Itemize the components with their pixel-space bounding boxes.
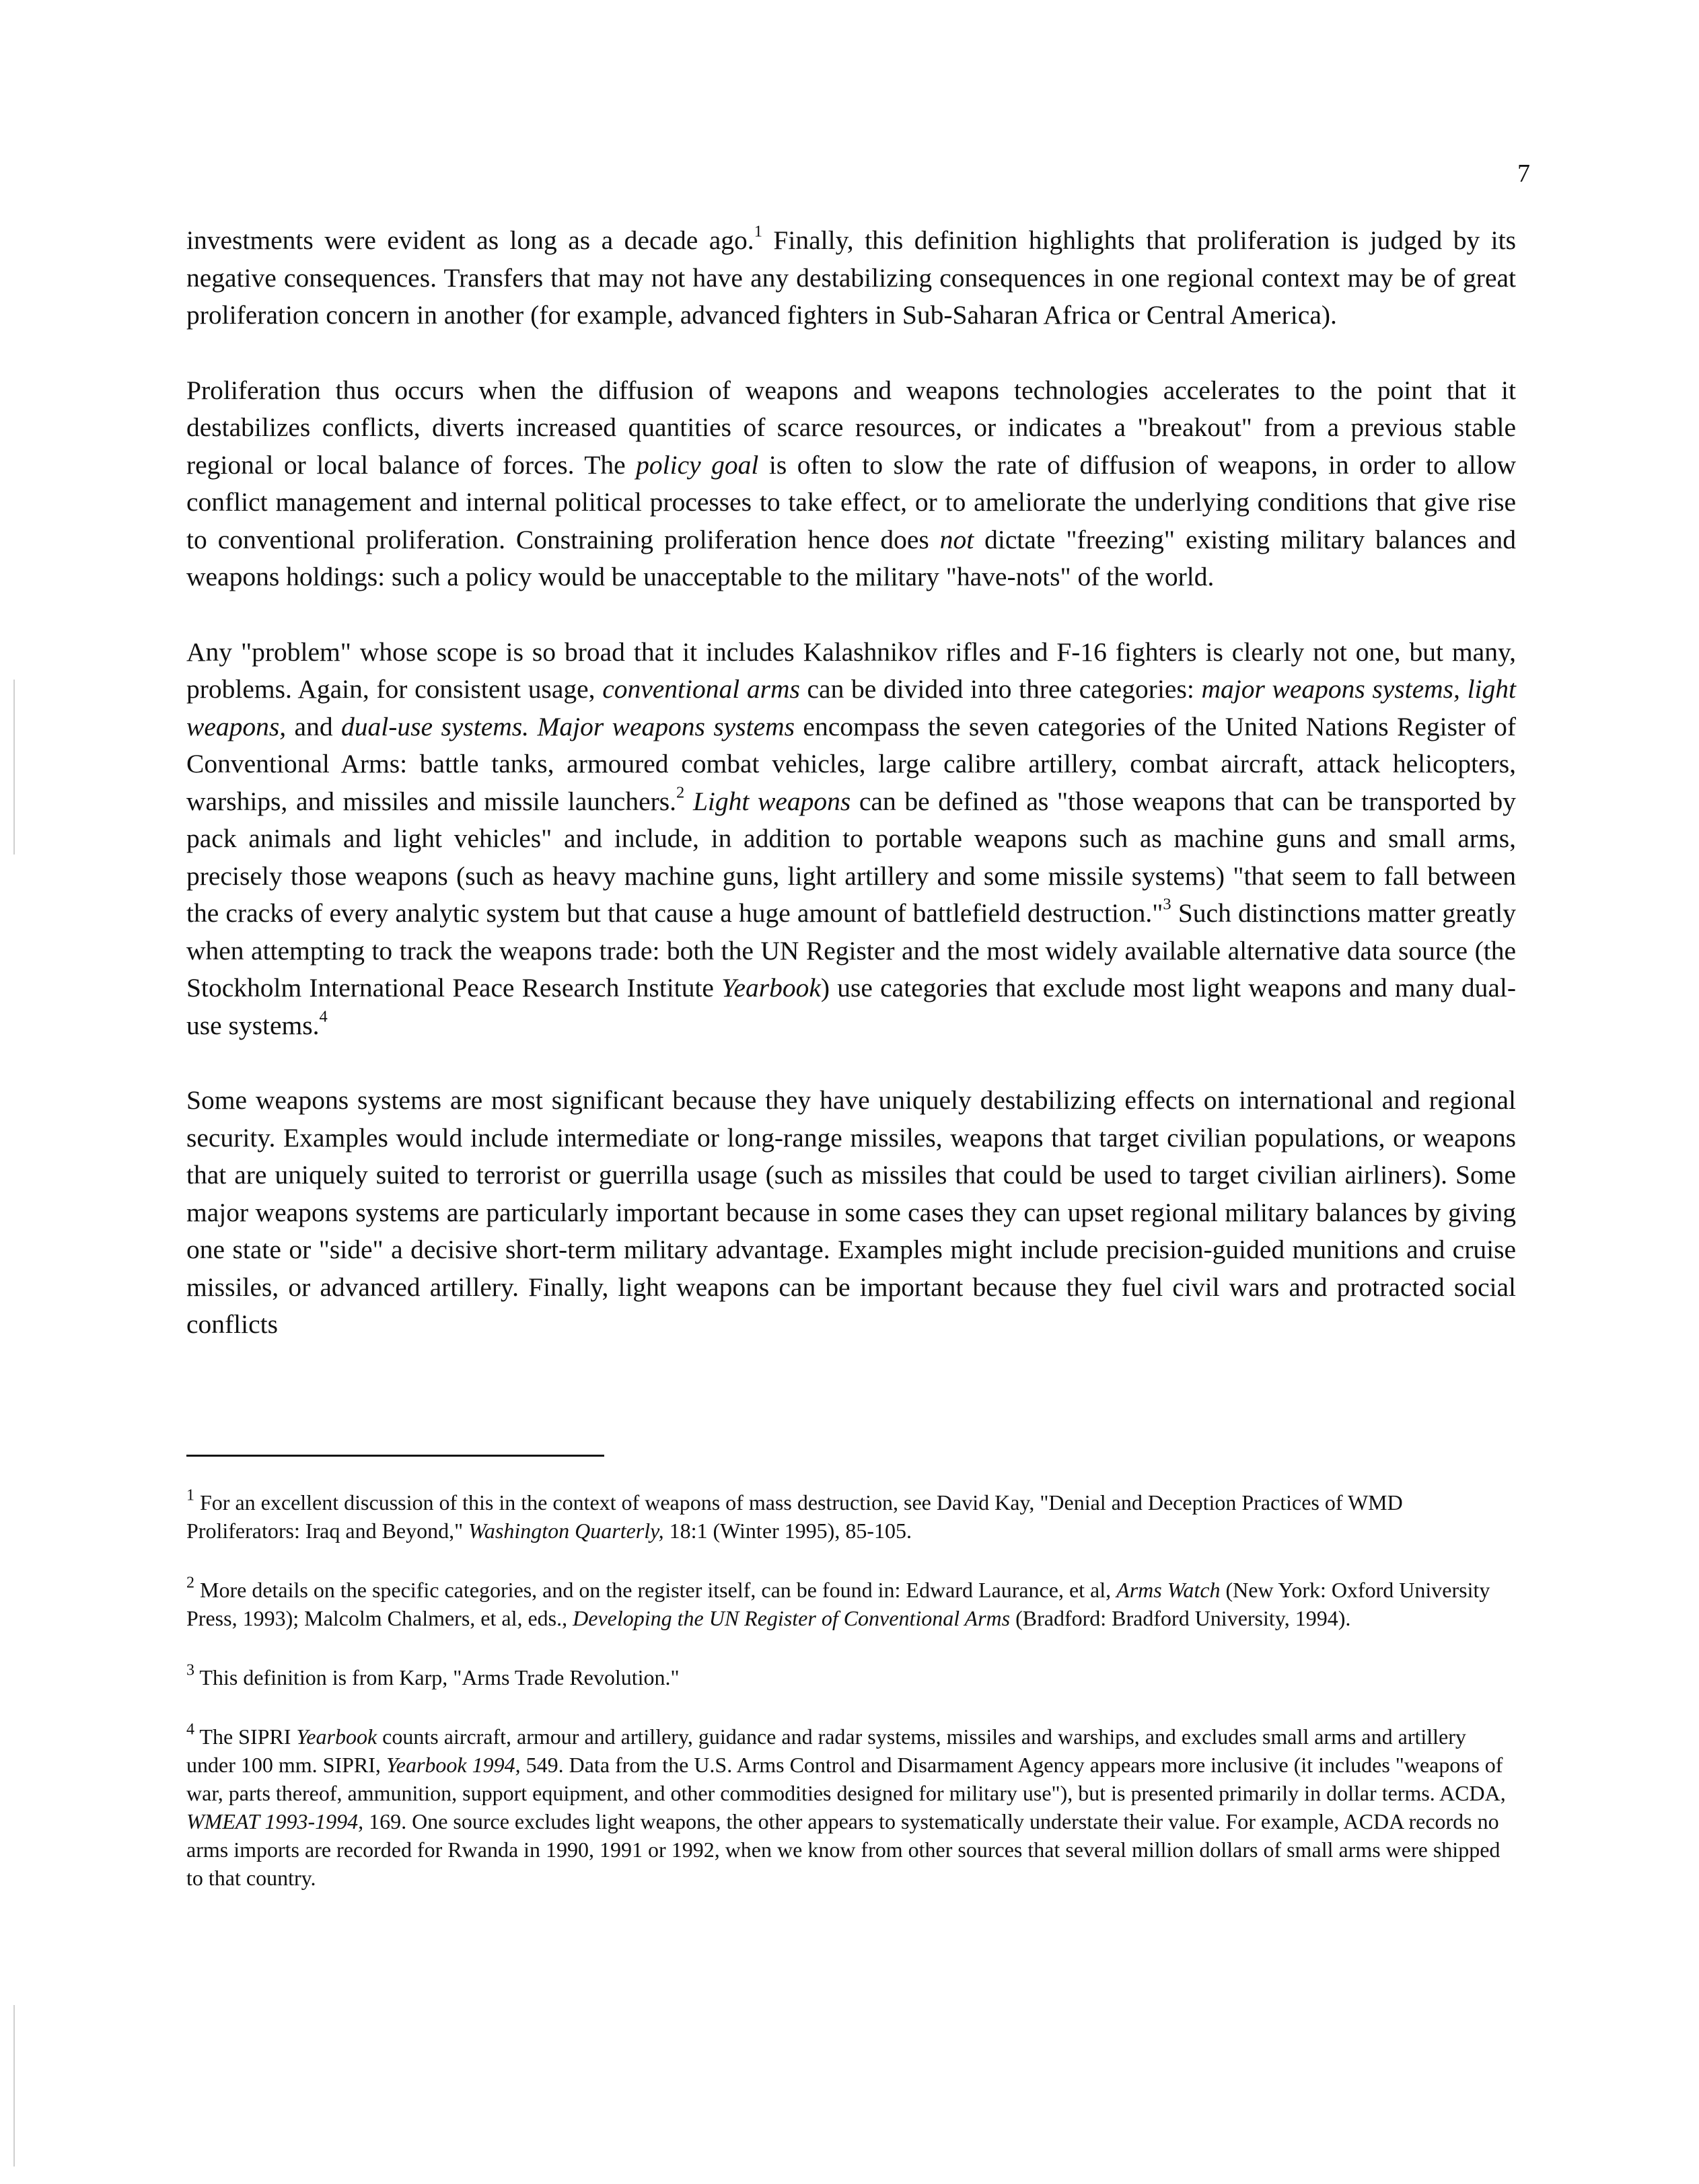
emphasis: major weapons systems, light weapons, bbox=[186, 674, 1516, 741]
text-run: 169. One source excludes light weapons, the other appears to systematically understate their value. For example, ACDA records no arms imports are recorded for Rwanda in 1990, 1991 or 1992, when we know from other sources that several million dollars of small arms were shipped to that country. bbox=[186, 1809, 1501, 1890]
emphasis: Yearbook bbox=[721, 973, 821, 1003]
text-run: Any "problem" whose scope is so broad that it includes Kalashnikov rifles and F-16 fighters is clearly not one, but many, problems. Again, for consistent usage, bbox=[186, 636, 1516, 704]
footnote-ref-3: 3 bbox=[1163, 895, 1171, 914]
footnotes bbox=[186, 1488, 1516, 1923]
text-run: (Bradford: Bradford University, 1994). bbox=[1010, 1606, 1351, 1630]
footnote-ref-4: 4 bbox=[319, 1007, 328, 1026]
footnote-4 bbox=[186, 1722, 1516, 1892]
text-run: 549. Data from the U.S. Arms Control and Disarmament Agency appears more inclusive (it includes "weapons of war, parts thereof, ammunition, support equipment, and other commodities designed for military use"), but is presented primarily in dollar terms. ACDA, bbox=[186, 1753, 1506, 1805]
footnote-3 bbox=[186, 1663, 1516, 1691]
footnote-number: 4 bbox=[186, 1720, 194, 1739]
emphasis: Arms Watch bbox=[1116, 1578, 1221, 1602]
text-run: Some weapons systems are most significant because they have uniquely destabilizing effects on international and regional security. Examples would include intermediate or long-range missiles, weapons that target civilian populations, or weapons that are uniquely suited to terrorist or guerrilla usage (such as missiles that could be used to target civilian airliners). Some major weapons systems are particularly important because in some cases they can upset regional military balances by giving one state or "side" a decisive short-term military advantage. Examples might include precision-guided munitions and cruise missiles, or advanced artillery. Finally, light weapons can be important because they fuel civil wars and protracted social conflicts bbox=[186, 1085, 1516, 1339]
left-margin-scan-line bbox=[13, 2005, 15, 2167]
emphasis: Yearbook bbox=[296, 1724, 377, 1749]
footnote-ref-2: 2 bbox=[676, 783, 685, 802]
text-run: This definition is from Karp, "Arms Trade Revolution." bbox=[194, 1665, 680, 1689]
text-run: encompass the seven categories of the United Nations Register of Conventional Arms: battle tanks, armoured combat vehicles, large calibre artillery, combat aircraft, attack helicopters, warships, and missiles and missile launchers. bbox=[186, 711, 1516, 816]
footnote-number: 2 bbox=[186, 1574, 194, 1592]
text-run: Finally, this definition highlights that proliferation is judged by its negative consequences. Transfers that may not have any destabilizing consequences in one regional context may be of great proliferation concern in another (for example, advanced fighters in Sub-Saharan Africa or Central America). bbox=[186, 225, 1517, 330]
footnote-number: 3 bbox=[186, 1661, 194, 1679]
left-margin-scan-line bbox=[13, 680, 15, 854]
emphasis: policy goal bbox=[636, 449, 759, 480]
body-text bbox=[186, 222, 1516, 1344]
emphasis: Yearbook 1994, bbox=[386, 1753, 521, 1777]
emphasis: WMEAT 1993-1994, bbox=[186, 1809, 364, 1833]
text-run: counts aircraft, armour and artillery, guidance and radar systems, missiles and warships, and excludes small arms and artillery under 100 mm. SIPRI, bbox=[186, 1724, 1466, 1777]
footnote-number: 1 bbox=[186, 1486, 194, 1504]
text-run: The SIPRI bbox=[194, 1724, 297, 1749]
page-number: 7 bbox=[1517, 159, 1530, 188]
text-run: dictate "freezing" existing military balances and weapons holdings: such a policy would be unacceptable to the military "have-nots" of the world. bbox=[186, 524, 1516, 591]
text-run: More details on the specific categories, and on the register itself, can be found in: Edward Laurance, et al, bbox=[194, 1578, 1117, 1602]
text-run bbox=[684, 787, 693, 816]
paragraph-1 bbox=[186, 222, 1516, 334]
emphasis: Washington Quarterly, bbox=[468, 1519, 664, 1543]
emphasis: Developing the UN Register of Conventional Arms bbox=[573, 1606, 1011, 1630]
paragraph-2 bbox=[186, 372, 1516, 596]
footnote-1 bbox=[186, 1488, 1516, 1545]
paragraph-4 bbox=[186, 1082, 1516, 1344]
text-run: Proliferation thus occurs when the diffusion of weapons and weapons technologies accelerates to the point that it destabilizes conflicts, diverts increased quantities of scarce resources, or indicates a "breakout" from a previous stable regional or local balance of forces. The bbox=[186, 375, 1516, 480]
footnote-separator bbox=[186, 1455, 604, 1457]
emphasis: conventional arms bbox=[602, 674, 800, 704]
text-run: can be divided into three categories: bbox=[799, 674, 1202, 704]
text-run: is often to slow the rate of diffusion of weapons, in order to allow conflict management and internal political processes to take effect, or to ameliorate the underlying conditions that give rise to conventional proliferation. Constraining proliferation hence does bbox=[186, 449, 1516, 554]
text-run: For an excellent discussion of this in the context of weapons of mass destruction, see David Kay, "Denial and Deception Practices of WMD Proliferators: Iraq and Beyond," bbox=[186, 1490, 1403, 1543]
text-run: can be defined as "those weapons that can be transported by pack animals and light vehicles" and include, in addition to portable weapons such as machine guns and small arms, precisely those weapons (such as heavy machine guns, light artillery and some missile systems) "that seem to fall between the cracks of every analytic system but that cause a huge amount of battlefield destruction." bbox=[186, 786, 1516, 928]
footnote-2 bbox=[186, 1576, 1516, 1632]
paragraph-3 bbox=[186, 634, 1516, 1045]
text-run: 18:1 (Winter 1995), 85-105. bbox=[663, 1519, 912, 1543]
emphasis: not bbox=[939, 524, 974, 554]
text-run: ) use categories that exclude most light weapons and many dual-use systems. bbox=[186, 973, 1516, 1040]
footnote-ref-1: 1 bbox=[754, 222, 762, 241]
emphasis: dual-use systems. Major weapons systems bbox=[341, 711, 795, 741]
text-run: investments were evident as long as a decade ago. bbox=[186, 225, 754, 255]
text-run: (New York: Oxford University Press, 1993); Malcolm Chalmers, et al, eds., bbox=[186, 1578, 1490, 1630]
emphasis: Light weapons bbox=[692, 786, 851, 816]
text-run: Such distinctions matter greatly when attempting to track the weapons trade: both the UN Register and the most widely available alternative data source (the Stockholm International Peace Research Institute bbox=[186, 898, 1516, 1003]
text-run: and bbox=[286, 711, 342, 741]
